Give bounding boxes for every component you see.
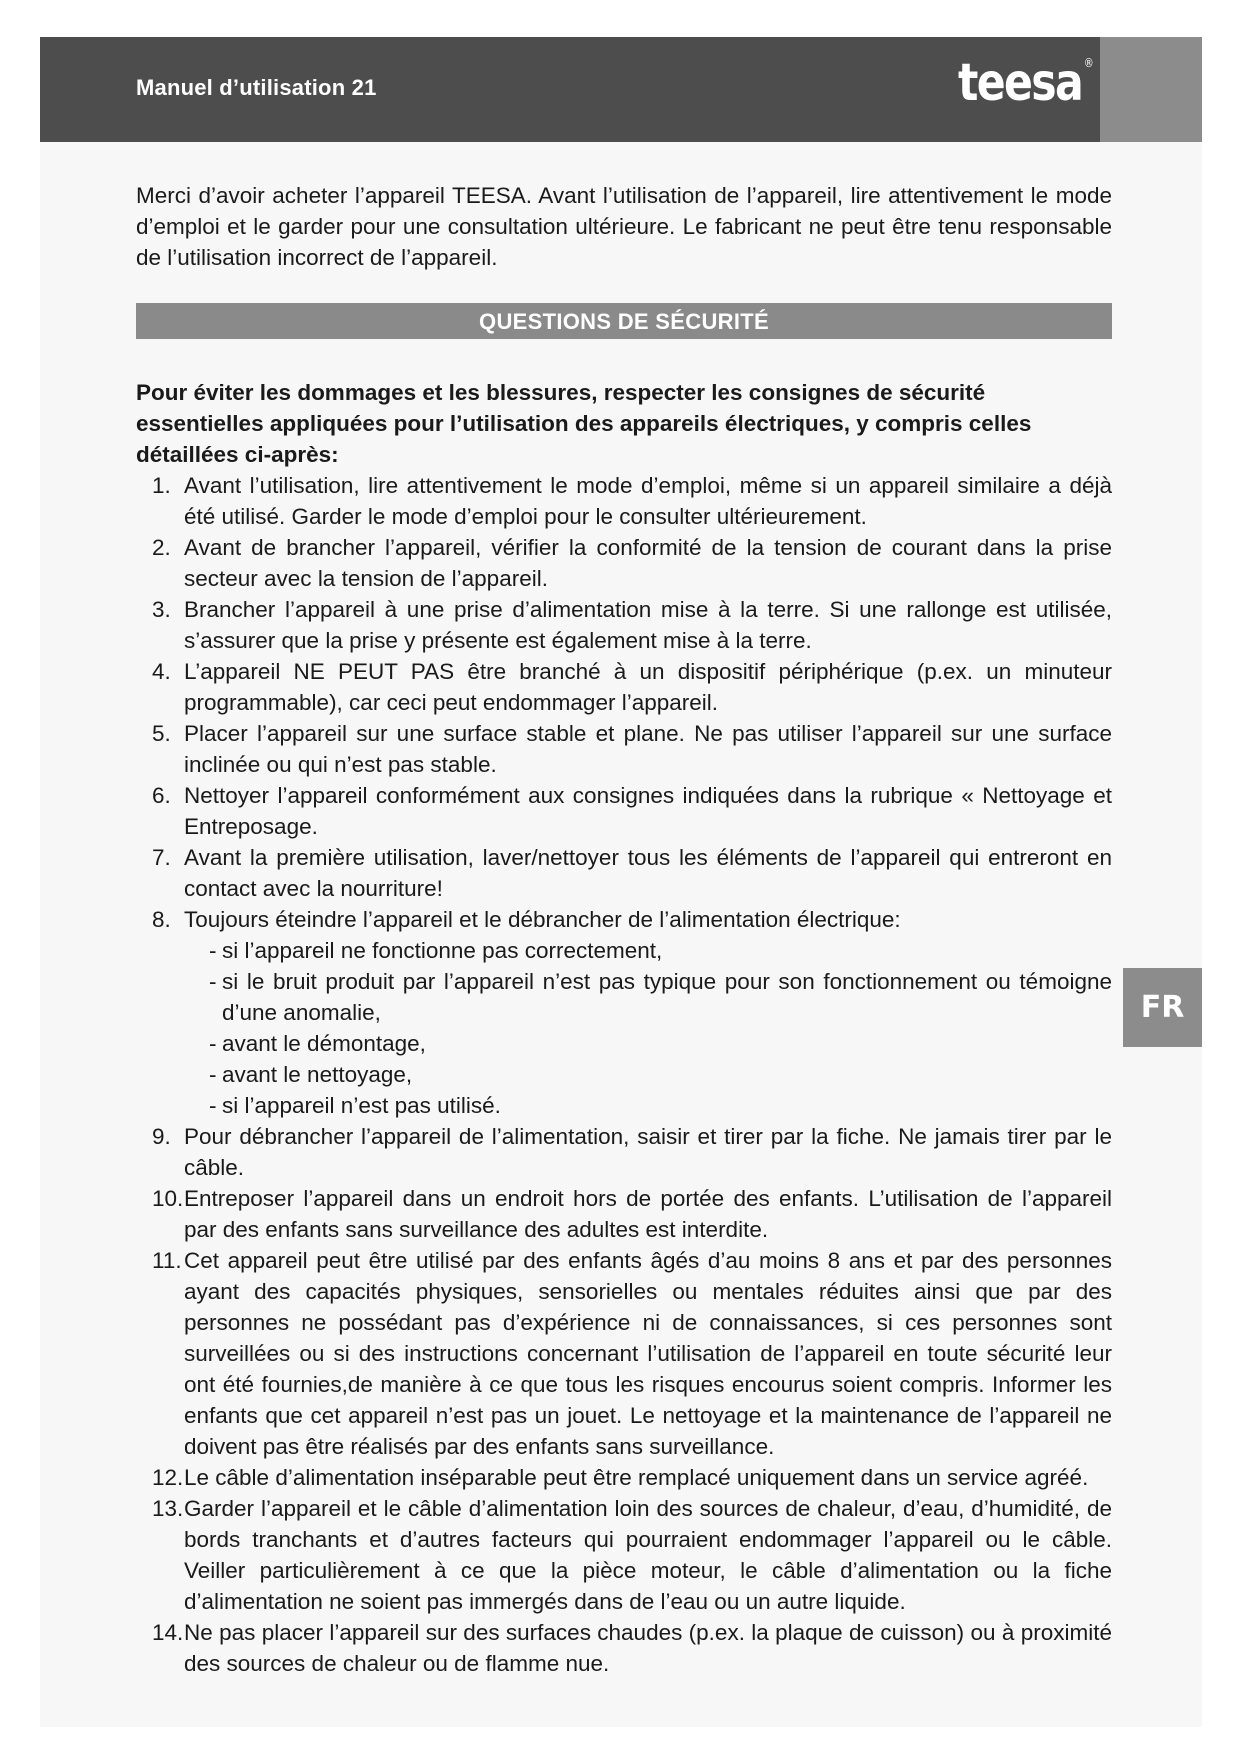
item-number: 7. bbox=[152, 845, 171, 870]
item-number: 8. bbox=[152, 907, 171, 932]
sub-list-item bbox=[198, 1059, 1112, 1090]
logo-text: teesa bbox=[958, 53, 1083, 113]
language-tab: FR bbox=[1123, 968, 1202, 1047]
item-number: 4. bbox=[152, 659, 171, 684]
item-number: 10. bbox=[152, 1186, 184, 1211]
sub-item-text: avant le nettoyage, bbox=[222, 1062, 413, 1087]
manual-title: Manuel d’utilisation 21 bbox=[136, 75, 377, 100]
dash-mark: - bbox=[209, 1031, 217, 1056]
item-number: 1. bbox=[152, 473, 171, 498]
item-text: Ne pas placer l’appareil sur des surfaces chaudes (p.ex. la plaque de cuisson) ou à proximité des sources de chaleur ou de flamme nue. bbox=[184, 1620, 1112, 1676]
item-number: 9. bbox=[152, 1124, 171, 1149]
list-item bbox=[136, 656, 1112, 718]
dash-mark: - bbox=[209, 1062, 217, 1087]
sub-item-text: si l’appareil n’est pas utilisé. bbox=[222, 1093, 501, 1118]
list-item bbox=[136, 718, 1112, 780]
list-item bbox=[136, 470, 1112, 532]
teesa-logo bbox=[958, 53, 1093, 113]
list-item bbox=[136, 1183, 1112, 1245]
item-number: 2. bbox=[152, 535, 171, 560]
item-text: Brancher l’appareil à une prise d’alimentation mise à la terre. Si une rallonge est utilisée, s’assurer que la prise y présente est également mise à la terre. bbox=[184, 597, 1112, 653]
list-item bbox=[136, 532, 1112, 594]
list-item bbox=[136, 1121, 1112, 1183]
section-title: QUESTIONS DE SÉCURITÉ bbox=[136, 303, 1112, 339]
item-number: 6. bbox=[152, 783, 171, 808]
item-text: Placer l’appareil sur une surface stable et plane. Ne pas utiliser l’appareil sur une surface inclinée ou qui n’est pas stable. bbox=[184, 721, 1112, 777]
item-number: 12. bbox=[152, 1465, 184, 1490]
item-text: Avant de brancher l’appareil, vérifier la conformité de la tension de courant dans la prise secteur avec la tension de l’appareil. bbox=[184, 535, 1112, 591]
item-number: 14. bbox=[152, 1620, 184, 1645]
list-item bbox=[136, 1462, 1112, 1493]
dash-mark: - bbox=[209, 969, 217, 994]
header-accent-block bbox=[1100, 37, 1202, 142]
sub-item-text: avant le démontage, bbox=[222, 1031, 426, 1056]
item-number: 5. bbox=[152, 721, 171, 746]
list-item bbox=[136, 1245, 1112, 1462]
item-text: Pour débrancher l’appareil de l’alimentation, saisir et tirer par la fiche. Ne jamais tirer par le câble. bbox=[184, 1124, 1112, 1180]
intro-paragraph: Merci d’avoir acheter l’appareil TEESA. Avant l’utilisation de l’appareil, lire attentivement le mode d’emploi et le garder pour une consultation ultérieure. Le fabricant ne peut être tenu responsable de l’utilisation incorrect de l’appareil. bbox=[136, 183, 1112, 270]
item-number: 3. bbox=[152, 597, 171, 622]
dash-mark: - bbox=[209, 1093, 217, 1118]
sub-item-text: si le bruit produit par l’appareil n’est pas typique pour son fonctionnement ou témoigne d’une anomalie, bbox=[222, 969, 1112, 1025]
item-text: Cet appareil peut être utilisé par des enfants âgés d’au moins 8 ans et par des personnes ayant des capacités physiques, sensorielles ou mentales réduites ainsi que par des personnes ne possédant pas d’expérience ni de connaissances, si ces personnes sont surveillées ou si des instructions concernant l’utilisation de l’appareil en toute sécurité leur ont été fournies,de manière à ce que tous les risques encourus soient compris. Informer les enfants que cet appareil n’est pas un jouet. Le nettoyage et la maintenance de l’appareil ne doivent pas être réalisés par des enfants sans surveillance. bbox=[184, 1248, 1112, 1459]
sub-list-item bbox=[198, 966, 1112, 1028]
dash-mark: - bbox=[209, 938, 217, 963]
list-item bbox=[136, 594, 1112, 656]
list-item bbox=[136, 1617, 1112, 1679]
sub-list-item bbox=[198, 1090, 1112, 1121]
page-header bbox=[40, 37, 1202, 142]
safety-lead: Pour éviter les dommages et les blessures, respecter les consignes de sécurité essentielles appliquées pour l’utilisation des appareils électriques, y compris celles détaillées ci-après: bbox=[136, 380, 1032, 467]
item-number: 13. bbox=[152, 1496, 184, 1521]
item-text: Entreposer l’appareil dans un endroit hors de portée des enfants. L’utilisation de l’appareil par des enfants sans surveillance des adultes est interdite. bbox=[184, 1186, 1112, 1242]
item-text: Avant l’utilisation, lire attentivement le mode d’emploi, même si un appareil similaire a déjà été utilisé. Garder le mode d’emploi pour le consulter ultérieurement. bbox=[184, 473, 1112, 529]
item-text: Toujours éteindre l’appareil et le débrancher de l’alimentation électrique: bbox=[184, 907, 901, 932]
safety-list bbox=[136, 470, 1112, 1679]
list-item bbox=[136, 904, 1112, 1121]
list-item bbox=[136, 780, 1112, 842]
item-text: Avant la première utilisation, laver/nettoyer tous les éléments de l’appareil qui entreront en contact avec la nourriture! bbox=[184, 845, 1112, 901]
item-text: Garder l’appareil et le câble d’alimentation loin des sources de chaleur, d’eau, d’humidité, de bords tranchants et d’autres facteurs qui pourraient endommager l’appareil ou le câble. Veiller particulièrement à ce que la pièce moteur, le câble d’alimentation ou la fiche d’alimentation ne soient pas immergés dans de l’eau ou un autre liquide. bbox=[184, 1496, 1112, 1614]
item-number: 11. bbox=[152, 1248, 182, 1273]
sub-list-item bbox=[198, 935, 1112, 966]
sub-list bbox=[184, 935, 1112, 1121]
list-item bbox=[136, 842, 1112, 904]
sub-item-text: si l’appareil ne fonctionne pas correctement, bbox=[222, 938, 663, 963]
item-text: Le câble d’alimentation inséparable peut être remplacé uniquement dans un service agréé. bbox=[184, 1465, 1089, 1490]
list-item bbox=[136, 1493, 1112, 1617]
item-text: L’appareil NE PEUT PAS être branché à un dispositif périphérique (p.ex. un minuteur programmable), car ceci peut endommager l’appareil. bbox=[184, 659, 1112, 715]
sub-list-item bbox=[198, 1028, 1112, 1059]
item-text: Nettoyer l’appareil conformément aux consignes indiquées dans la rubrique « Nettoyage et Entreposage. bbox=[184, 783, 1112, 839]
registered-mark: ® bbox=[1083, 56, 1093, 70]
main-content bbox=[136, 180, 1112, 1679]
